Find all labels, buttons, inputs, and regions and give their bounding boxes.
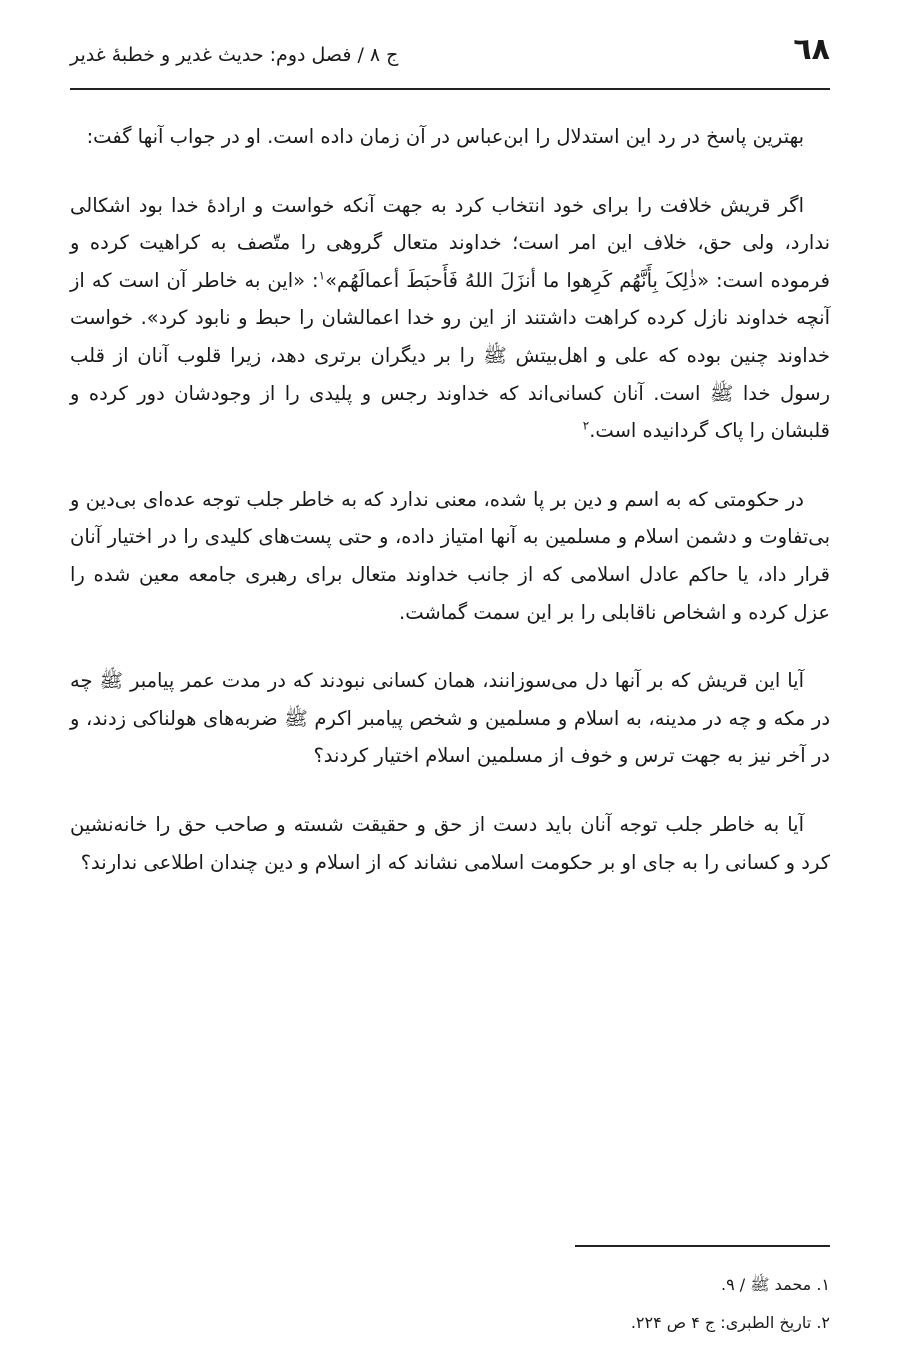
paragraph-3: در حکومتی که به اسم و دین بر پا شده، معنی ندارد که به خاطر جلب توجه عده‌ای بی‌دین و بی‌تفاوت و دشمن اسلام و مسلمین به آنها امتیاز داده، و حتی پست‌های کلیدی را در اختیار آنان قرار داد، یا حاکم عادل اسلامی که از جانب خداوند متعال برای رهبری جامعه معین شده را عزل کرده و اشخاص ناقابلی را بر این سمت گماشت. — [70, 487, 830, 624]
footnote-separator — [575, 1245, 830, 1247]
paragraph-1: بهترین پاسخ در رد این استدلال را ابن‌عباس در آن زمان داده است. او در جواب آنها گفت: — [86, 125, 804, 148]
paragraph-2-rest: : «این به خاطر آن است که از آنچه خداوند نازل کرده کراهت داشتند از این رو خدا اعمالشان را حبط و نابود کرد». خواست خداوند چنین بوده که علی و اهل‌بیتش ﷺ را بر دیگران برتری دهد، زیرا قلوب آنان از قلب رسول خدا ﷺ است. آنان کسانی‌اند که خداوند رجس و پلیدی را از وجودشان دور کرده و قلبشان را پاک گردانیده است. — [70, 268, 830, 443]
footnotes — [70, 1266, 830, 1342]
body-text — [70, 118, 830, 881]
footnote-1: ١. محمد ﷺ / ٩. — [721, 1275, 830, 1294]
quran-quote: ذٰلِکَ بِأَنَّهُم کَرِهوا ما أنزَلَ اللهُ فَأَحبَطَ أعمالَهُم — [337, 268, 698, 292]
footnote-2: ٢. تاریخ الطبری: ج ۴ ص ٢٢۴. — [630, 1313, 830, 1332]
page-number: ٦٨ — [793, 32, 830, 67]
footnote-ref-2[interactable]: ٢ — [582, 418, 590, 433]
paragraph-2-intro: اگر قریش خلافت را برای خود انتخاب کرد به جهت آنکه خواست و ارادهٔ خدا بود اشکالی ندارد، ولی حق، خلاف این امر است؛ خداوند متعال گروهی را متّصف به کراهیت کرده و فرموده است: « — [70, 193, 830, 292]
footnote-ref-1[interactable]: ١ — [318, 268, 326, 283]
running-head: ج ٨ / فصل دوم: حدیث غدیر و خطبهٔ غدیر — [70, 44, 399, 66]
quote-close-mark: » — [325, 268, 338, 292]
paragraph-4: آیا این قریش که بر آنها دل می‌سوزانند، همان کسانی نبودند که در مدت عمر پیامبر ﷺ چه در مکه و چه در مدینه، به اسلام و مسلمین و شخص پیامبر اکرم ﷺ ضربه‌های هولناکی زدند، و در آخر نیز به جهت ترس و خوف از مسلمین اسلام اختیار کردند؟ — [70, 669, 830, 768]
page-header — [70, 30, 830, 90]
book-page — [70, 30, 830, 1332]
paragraph-2 — [70, 187, 830, 450]
paragraph-5: آیا به خاطر جلب توجه آنان باید دست از حق و حقیقت شسته و صاحب حق را خانه‌نشین کرد و کسانی را به جای او بر حکومت اسلامی نشاند که از اسلام و دین چندان اطلاعی ندارند؟ — [70, 812, 830, 874]
